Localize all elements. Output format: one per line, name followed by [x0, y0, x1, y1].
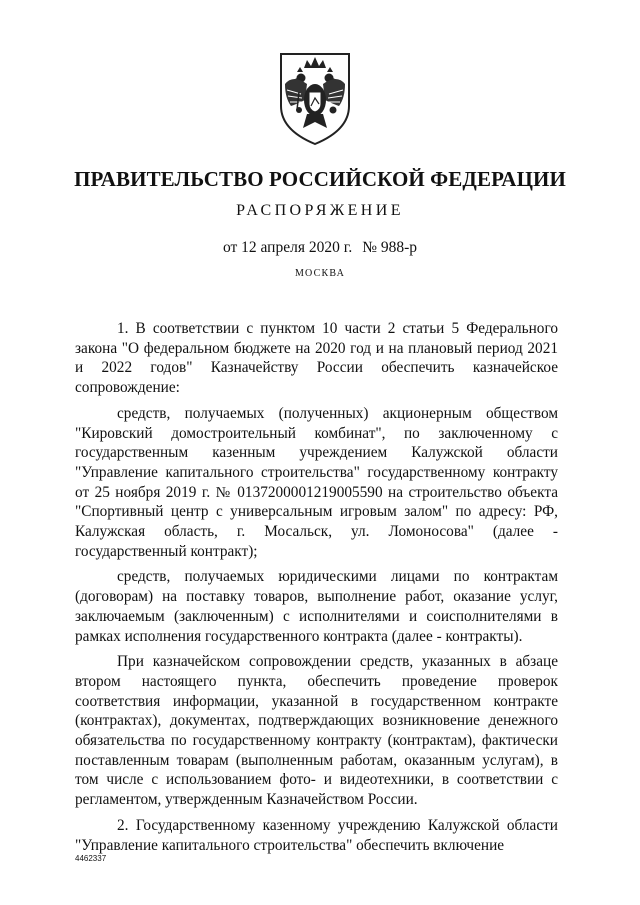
document-date-line	[0, 239, 640, 257]
document-date: от 12 апреля 2020 г.	[222, 239, 353, 256]
document-number: № 988-р	[362, 239, 418, 256]
paragraph: средств, получаемых (полученных) акционерным обществом "Кировский домостроительный комбинат", по заключенному с государственным казенным учреждением Калужской области "Управление капитального строительства" государственному контракту от 25 ноября 2019 г. № 0137200001219005590 на строительство объекта "Спортивный центр с универсальным игровым залом" по адресу: РФ, Калужская область, г. Мосальск, ул. Ломоносова" (далее - государственный контракт);	[75, 404, 558, 560]
paragraph: средств, получаемых юридическими лицами по контрактам (договорам) на поставку товаров, выполнение работ, оказание услуг, заключаемым (заключенным) с исполнителями и соисполнителями в рамках исполнения государственного контракта (далее - контракты).	[75, 568, 558, 645]
paragraph: 2. Государственному казенному учреждению Калужской области "Управление капитального строительства" обеспечить включение	[75, 816, 558, 854]
document-type: РАСПОРЯЖЕНИЕ	[236, 202, 404, 219]
government-title: ПРАВИТЕЛЬСТВО РОССИЙСКОЙ ФЕДЕРАЦИИ	[74, 167, 566, 191]
document-body	[75, 319, 558, 861]
paragraph: 1. В соответствии с пунктом 10 части 2 статьи 5 Федерального закона "О федеральном бюджете на 2020 год и на плановый период 2021 и 2022 годов" Казначейству России обеспечить казначейское сопровождение:	[75, 320, 558, 397]
paragraph: При казначейском сопровождении средств, указанных в абзаце втором настоящего пункта, обеспечить проведение проверок соответствия информации, указанной в государственном контракте (контрактах), документах, подтверждающих возникновение денежного обязательства по государственному контракту (контрактам), фактически поставленным товарам (выполненным работам, оказанным услугам), в том числе с использованием фото- и видеотехники, в соответствии с регламентом, утвержденным Казначейством России.	[75, 653, 558, 809]
document-city: МОСКВА	[294, 268, 346, 279]
document-code: 4462337	[75, 854, 107, 863]
russian-coat-of-arms-icon	[271, 48, 359, 148]
